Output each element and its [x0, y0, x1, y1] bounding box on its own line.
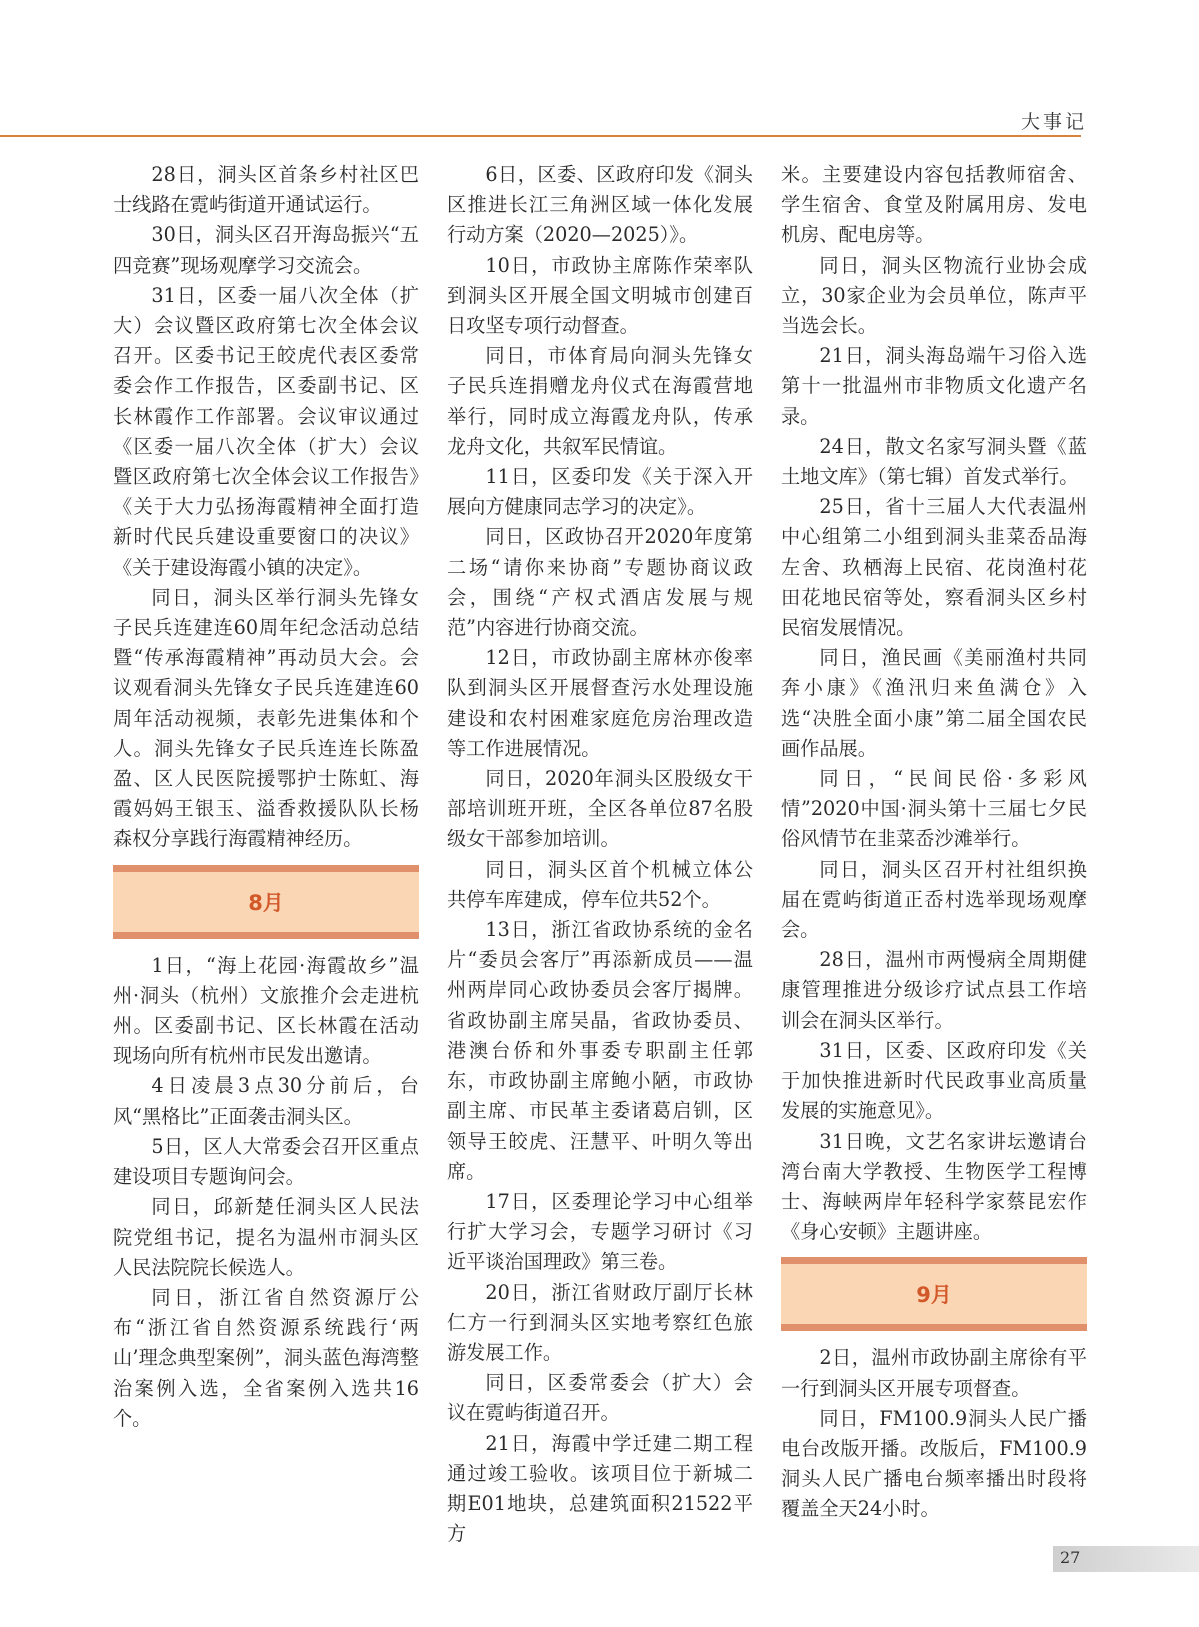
column-2: [447, 160, 753, 1549]
paragraph: 同日，洞头区物流行业协会成立，30家企业为会员单位，陈声平当选会长。: [781, 253, 1087, 338]
paragraph: 25日，省十三届人大代表温州中心组第二小组到洞头韭菜岙品海左舍、玖栖海上民宿、花岗渔村花田花地民宿等处，察看洞头区乡村民宿发展情况。: [781, 495, 1087, 640]
paragraph: 同日，洞头区召开村社组织换届在霓屿街道正岙村选举现场观摩会。: [781, 857, 1087, 942]
paragraph: 31日，区委一届八次全体（扩大）会议暨区政府第七次全体会议召开。区委书记王皎虎代表区委常委会作工作报告，区委副书记、区长林霞作工作部署。会议审议通过《区委一届八次全体（扩大）会议暨区政府第七次全体会议工作报告》《关于大力弘扬海霞精神全面打造新时代民兵建设重要窗口的决议》《关于建设海霞小镇的决定》。: [113, 283, 419, 579]
page-number: 27: [1060, 1548, 1081, 1567]
month-label: 9月: [916, 1283, 952, 1308]
paragraph: 同日，市体育局向洞头先锋女子民兵连捐赠龙舟仪式在海霞营地举行，同时成立海霞龙舟队，传承龙舟文化，共叙军民情谊。: [447, 344, 753, 458]
paragraph: 13日，浙江省政协系统的金名片“委员会客厅”再添新成员——温州两岸同心政协委员会客厅揭牌。省政协副主席吴晶，省政协委员、港澳台侨和外事委专职副主任郭东，市政协副主席鲍小陋，市政协副主席、市民革主委诸葛启钏，区领导王皎虎、汪慧平、叶明久等出席。: [447, 918, 753, 1183]
paragraph: 同日，2020年洞头区股级女干部培训班开班，全区各单位87名股级女干部参加培训。: [447, 767, 753, 851]
paragraph: 28日，洞头区首条乡村社区巴士线路在霓屿街道开通试运行。: [113, 163, 419, 217]
paragraph: 20日，浙江省财政厅副厅长林仁方一行到洞头区实地考察红色旅游发展工作。: [447, 1280, 753, 1364]
month-banner-august: [113, 865, 419, 939]
paragraph: 31日，区委、区政府印发《关于加快推进新时代民政事业高质量发展的实施意见》。: [781, 1038, 1087, 1123]
paragraph: 同日，浙江省自然资源厅公布“浙江省自然资源系统践行‘两山’理念典型案例”，洞头蓝色海湾整治案例入选，全省案例入选共16个。: [113, 1285, 419, 1430]
article-columns: [113, 160, 1087, 1546]
column-3: [781, 160, 1087, 1525]
paragraph: 同日，洞头区举行洞头先锋女子民兵连建连60周年纪念活动总结暨“传承海霞精神”再动员大会。会议观看洞头先锋女子民兵连建连60周年活动视频，表彰先进集体和个人。洞头先锋女子民兵连连长陈盈盈、区人民医院援鄂护士陈虹、海霞妈妈王银玉、溢香救援队队长杨森权分享践行海霞精神经历。: [113, 585, 419, 851]
paragraph: 同日，邱新楚任洞头区人民法院党组书记，提名为温州市洞头区人民法院院长候选人。: [113, 1195, 419, 1279]
month-banner-september: [781, 1257, 1087, 1331]
paragraph: 同日，“民间民俗·多彩风情”2020中国·洞头第十三届七夕民俗风情节在韭菜岙沙滩举行。: [781, 767, 1087, 851]
paragraph: 11日，区委印发《关于深入开展向方健康同志学习的决定》。: [447, 465, 753, 519]
paragraph: 12日，市政协副主席林亦俊率队到洞头区开展督查污水处理设施建设和农村困难家庭危房治理改造等工作进展情况。: [447, 646, 753, 760]
paragraph: 30日，洞头区召开海岛振兴“五四竞赛”现场观摩学习交流会。: [113, 223, 419, 277]
paragraph-continued: 米。主要建设内容包括教师宿舍、学生宿舍、食堂及附属用房、发电机房、配电房等。: [781, 163, 1087, 247]
paragraph: 同日，FM100.9洞头人民广播电台改版开播。改版后，FM100.9洞头人民广播电台频率播出时段将覆盖全天24小时。: [781, 1406, 1087, 1521]
section-title: 大事记: [1020, 111, 1087, 133]
paragraph: 17日，区委理论学习中心组举行扩大学习会，专题学习研讨《习近平谈治国理政》第三卷。: [447, 1189, 753, 1274]
paragraph: 5日，区人大常委会召开区重点建设项目专题询问会。: [113, 1134, 419, 1189]
paragraph: 1日，“海上花园·海霞故乡”温州·洞头（杭州）文旅推介会走进杭州。区委副书记、区长林霞在活动现场向所有杭州市民发出邀请。: [113, 953, 419, 1068]
paragraph: 10日，市政协主席陈作荣率队到洞头区开展全国文明城市创建百日攻坚专项行动督查。: [447, 253, 753, 338]
month-label: 8月: [248, 890, 284, 915]
paragraph: 31日晚，文艺名家讲坛邀请台湾台南大学教授、生物医学工程博士、海峡两岸年轻科学家蔡昆宏作《身心安顿》主题讲座。: [781, 1129, 1087, 1244]
paragraph: 同日，洞头区首个机械立体公共停车库建成，停车位共52个。: [447, 857, 753, 911]
paragraph: 4日凌晨3点30分前后，台风“黑格比”正面袭击洞头区。: [113, 1074, 419, 1128]
paragraph: 21日，洞头海岛端午习俗入选第十一批温州市非物质文化遗产名录。: [781, 344, 1087, 428]
paragraph: 21日，海霞中学迁建二期工程通过竣工验收。该项目位于新城二期E01地块，总建筑面积21522平方: [447, 1431, 753, 1546]
paragraph: 同日，渔民画《美丽渔村共同奔小康》《渔汛归来鱼满仓》入选“决胜全面小康”第二届全国农民画作品展。: [781, 646, 1087, 760]
paragraph: 28日，温州市两慢病全周期健康管理推进分级诊疗试点县工作培训会在洞头区举行。: [781, 948, 1087, 1032]
paragraph: 6日，区委、区政府印发《洞头区推进长江三角洲区域一体化发展行动方案（2020—2025）》。: [447, 163, 753, 247]
column-1: [113, 160, 419, 1434]
paragraph: 24日，散文名家写洞头暨《蓝土地文库》（第七辑）首发式举行。: [781, 434, 1087, 489]
paragraph: 同日，区政协召开2020年度第二场“请你来协商”专题协商议政会，围绕“产权式酒店发展与规范”内容进行协商交流。: [447, 525, 753, 640]
paragraph: 2日，温州市政协副主席徐有平一行到洞头区开展专项督查。: [781, 1346, 1087, 1400]
header-rule: [0, 135, 1081, 137]
paragraph: 同日，区委常委会（扩大）会议在霓屿街道召开。: [447, 1371, 753, 1425]
